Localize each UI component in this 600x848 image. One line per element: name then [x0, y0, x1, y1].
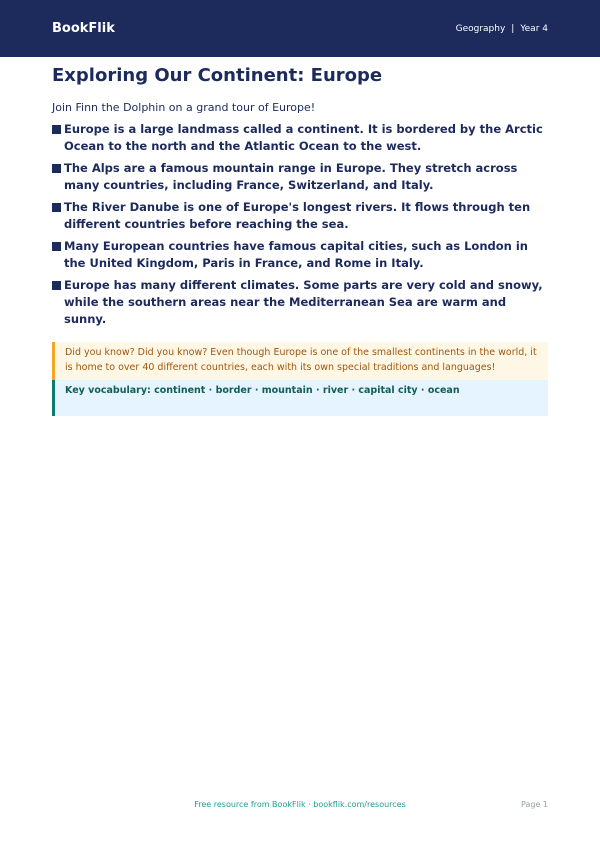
fact-text: Europe is a large landmass called a continent. It is bordered by the Arctic Ocean to the north and the Atlantic Ocean to the west.	[64, 122, 543, 153]
square-bullet-icon	[52, 203, 61, 212]
footer-link[interactable]: Free resource from BookFlik · bookflik.com/resources	[194, 800, 406, 809]
fact-item	[52, 199, 548, 233]
fact-text: Many European countries have famous capital cities, such as London in the United Kingdom, Paris in France, and Rome in Italy.	[64, 239, 528, 270]
meta-separator: |	[511, 23, 515, 34]
page-number: Page 1	[521, 800, 548, 809]
fact-text: The River Danube is one of Europe's longest rivers. It flows through ten different countries before reaching the sea.	[64, 200, 531, 231]
brand-logo: BookFlik	[52, 21, 115, 36]
fact-item	[52, 121, 548, 155]
key-vocabulary-box: Key vocabulary: continent · border · mountain · river · capital city · ocean	[52, 380, 548, 416]
header-meta	[456, 24, 548, 34]
header-bar	[0, 0, 600, 57]
fact-list	[52, 121, 548, 328]
fact-item	[52, 238, 548, 272]
did-you-know-callout: Did you know? Did you know? Even though Europe is one of the smallest continents in the world, it is home to over 40 different countries, each with its own special traditions and languages!	[52, 342, 548, 380]
fact-item	[52, 160, 548, 194]
square-bullet-icon	[52, 125, 61, 134]
fact-item	[52, 277, 548, 328]
footer	[52, 800, 548, 809]
square-bullet-icon	[52, 242, 61, 251]
fact-text: The Alps are a famous mountain range in Europe. They stretch across many countries, including France, Switzerland, and Italy.	[64, 161, 518, 192]
main-content	[52, 62, 548, 416]
subject-label: Geography	[455, 23, 506, 34]
intro-text: Join Finn the Dolphin on a grand tour of Europe!	[52, 101, 316, 114]
square-bullet-icon	[52, 281, 61, 290]
year-label: Year 4	[520, 23, 548, 34]
fact-text: Europe has many different climates. Some parts are very cold and snowy, while the southern areas near the Mediterranean Sea are warm and sunny.	[64, 278, 543, 326]
square-bullet-icon	[52, 164, 61, 173]
page-title: Exploring Our Continent: Europe	[52, 65, 383, 86]
